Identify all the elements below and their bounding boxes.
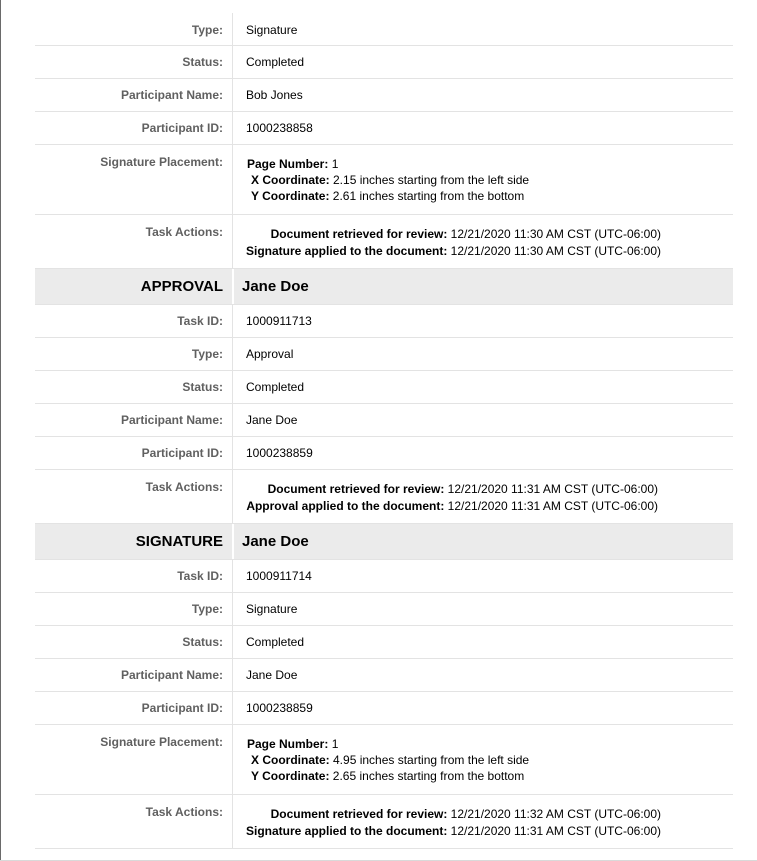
task-action-item <box>243 243 661 260</box>
task-id-label: Task ID: <box>177 314 223 328</box>
x-coordinate-value: 4.95 inches starting from the left side <box>329 753 530 767</box>
participant-name-value: Bob Jones <box>246 88 303 102</box>
row-task-actions <box>35 795 733 849</box>
task-action-label: Document retrieved for review: <box>270 807 448 821</box>
status-value: Completed <box>246 635 305 649</box>
section-task-type: APPROVAL <box>140 278 223 295</box>
row-signature-placement <box>35 145 733 215</box>
row-participant-id <box>35 112 733 145</box>
audit-trail-table <box>35 13 733 849</box>
page-number-line <box>246 156 733 172</box>
task-action-item <box>243 498 658 515</box>
task-action-time: 12/21/2020 11:30 AM CST (UTC-06:00) <box>447 244 661 258</box>
task-action-item <box>243 226 661 243</box>
participant-name-label: Participant Name: <box>120 88 223 102</box>
y-coordinate-line <box>246 188 733 204</box>
section-header-signature <box>35 524 733 560</box>
type-label: Type: <box>191 23 223 37</box>
status-value: Completed <box>246 380 305 394</box>
participant-id-value: 1000238859 <box>246 701 313 715</box>
page-number-value: 1 <box>328 157 339 171</box>
row-type <box>35 13 733 46</box>
row-task-id <box>35 560 733 593</box>
row-participant-name <box>35 79 733 112</box>
task-actions-label: Task Actions: <box>145 480 223 494</box>
row-participant-name <box>35 404 733 437</box>
row-status <box>35 46 733 79</box>
row-participant-id <box>35 437 733 470</box>
task-id-label: Task ID: <box>177 569 223 583</box>
task-actions-value <box>233 215 733 260</box>
page-number-value: 1 <box>328 737 339 751</box>
page-number-label: Page Number: <box>247 737 329 751</box>
participant-name-label: Participant Name: <box>120 668 223 682</box>
task-actions-label: Task Actions: <box>145 805 223 819</box>
row-participant-id <box>35 692 733 725</box>
type-label: Type: <box>191 602 223 616</box>
row-participant-name <box>35 659 733 692</box>
x-coordinate-label: X Coordinate: <box>251 753 330 767</box>
signature-placement-value <box>233 145 733 214</box>
section-participant: Jane Doe <box>242 533 309 550</box>
page-number-label: Page Number: <box>247 157 329 171</box>
status-label: Status: <box>182 635 223 649</box>
type-value: Signature <box>246 602 298 616</box>
y-coordinate-label: Y Coordinate: <box>251 769 330 783</box>
x-coordinate-line <box>246 752 733 768</box>
row-type <box>35 338 733 371</box>
section-header-approval <box>35 269 733 305</box>
section-participant: Jane Doe <box>242 278 309 295</box>
left-border <box>0 0 1 861</box>
task-action-item <box>243 481 658 498</box>
participant-id-value: 1000238859 <box>246 446 313 460</box>
task-action-time: 12/21/2020 11:31 AM CST (UTC-06:00) <box>444 499 658 513</box>
task-action-time: 12/21/2020 11:31 AM CST (UTC-06:00) <box>444 482 658 496</box>
task-action-label: Document retrieved for review: <box>270 227 448 241</box>
row-task-actions <box>35 470 733 524</box>
y-coordinate-value: 2.65 inches starting from the bottom <box>329 769 525 783</box>
row-status <box>35 371 733 404</box>
x-coordinate-label: X Coordinate: <box>251 173 330 187</box>
row-signature-placement <box>35 725 733 795</box>
x-coordinate-value: 2.15 inches starting from the left side <box>329 173 530 187</box>
task-actions-value <box>233 795 733 840</box>
task-action-item <box>243 823 661 840</box>
participant-id-value: 1000238858 <box>246 121 313 135</box>
signature-placement-value <box>233 725 733 794</box>
participant-name-label: Participant Name: <box>120 413 223 427</box>
type-label: Type: <box>191 347 223 361</box>
participant-name-value: Jane Doe <box>246 668 298 682</box>
task-action-time: 12/21/2020 11:30 AM CST (UTC-06:00) <box>447 227 661 241</box>
task-action-label: Document retrieved for review: <box>267 482 445 496</box>
row-task-id <box>35 305 733 338</box>
row-type <box>35 593 733 626</box>
y-coordinate-value: 2.61 inches starting from the bottom <box>329 189 525 203</box>
participant-id-label: Participant ID: <box>141 701 223 715</box>
y-coordinate-line <box>246 768 733 784</box>
y-coordinate-label: Y Coordinate: <box>251 189 330 203</box>
task-id-value: 1000911714 <box>246 569 312 583</box>
participant-name-value: Jane Doe <box>246 413 298 427</box>
task-action-label: Approval applied to the document: <box>246 499 445 513</box>
task-action-item <box>243 806 661 823</box>
page-number-line <box>246 736 733 752</box>
section-task-type: SIGNATURE <box>135 533 223 550</box>
task-actions-value <box>233 470 733 515</box>
task-action-label: Signature applied to the document: <box>245 244 448 258</box>
status-value: Completed <box>246 55 305 69</box>
participant-id-label: Participant ID: <box>141 121 223 135</box>
task-id-value: 1000911713 <box>246 314 312 328</box>
x-coordinate-line <box>246 172 733 188</box>
status-label: Status: <box>182 55 223 69</box>
task-action-time: 12/21/2020 11:32 AM CST (UTC-06:00) <box>447 807 661 821</box>
task-action-time: 12/21/2020 11:31 AM CST (UTC-06:00) <box>447 824 661 838</box>
row-status <box>35 626 733 659</box>
type-value: Signature <box>246 23 298 37</box>
signature-placement-label: Signature Placement: <box>100 735 223 749</box>
participant-id-label: Participant ID: <box>141 446 223 460</box>
task-action-label: Signature applied to the document: <box>245 824 448 838</box>
task-actions-label: Task Actions: <box>145 225 223 239</box>
row-task-actions <box>35 215 733 269</box>
status-label: Status: <box>182 380 223 394</box>
type-value: Approval <box>246 347 294 361</box>
signature-placement-label: Signature Placement: <box>100 155 223 169</box>
